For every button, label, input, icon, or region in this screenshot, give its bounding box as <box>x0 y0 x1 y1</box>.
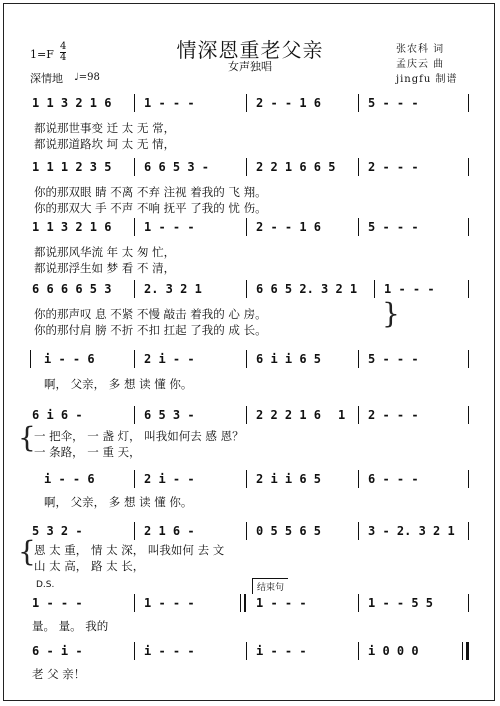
measure: i - - - <box>256 644 307 658</box>
system-notes <box>30 524 470 540</box>
measure: i - - - <box>144 644 195 658</box>
measure: i - - 6 <box>44 472 95 486</box>
measure: 1 1 3 2 1 6 <box>32 220 112 234</box>
lyric-line: 恩 太 重， 情 太 深， 叫我如何 去 文 <box>34 543 225 557</box>
system-notes <box>30 96 470 112</box>
measure: 2 i i 6 5 <box>256 472 322 486</box>
measure: 2 - - 1 6 <box>256 96 322 110</box>
song-subtitle: 女声独唱 <box>228 60 272 73</box>
measure: 2 i - - <box>144 352 195 366</box>
measure: 6 i i 6 5 <box>256 352 322 366</box>
measure: 6 i 6 - <box>32 408 83 422</box>
composer-credit: 孟庆云 曲 <box>396 59 445 70</box>
tempo-value: ♩=98 <box>74 72 100 83</box>
measure: 1 - - - <box>256 596 307 610</box>
measure: 6 6 5 3 - <box>144 160 210 174</box>
lyric-line: 山 太 高， 路 太 长， <box>34 559 145 573</box>
measure: 1 - - - <box>144 596 195 610</box>
lyric-line: 你的那双眼 睛 不离 不弃 注视 着我的 飞 翔。 <box>34 185 267 199</box>
measure: 6 5 3 - <box>144 408 195 422</box>
measure: i - - 6 <box>44 352 95 366</box>
lyric-line: 你的那双大 手 不声 不响 抚平 了我的 忧 伤。 <box>34 201 267 215</box>
lyricist-credit: 张农科 词 <box>396 44 445 55</box>
measure: 2 - - 1 6 <box>256 220 322 234</box>
key-signature <box>30 48 54 61</box>
system-notes <box>30 472 470 488</box>
lyric-line: 都说那浮生如 梦 看 不 清， <box>34 261 176 275</box>
measure: 1 1 1 2 3 5 <box>32 160 112 174</box>
arranger-credit: jingfu 制谱 <box>396 74 458 85</box>
lyric-line: 啊， 父亲， 多 想 读 懂 你。 <box>44 377 193 391</box>
song-title: 情深恩重老父亲 <box>176 38 324 62</box>
measure: 6 6 5 2. 3 2 1 <box>256 282 358 296</box>
lyric-line: 一 条路， 一 重 天， <box>34 445 141 459</box>
lyric-line: 你的那付肩 膀 不折 不扣 扛起 了我的 成 长。 <box>34 323 267 337</box>
measure: 6 - - - <box>368 472 419 486</box>
measure: 1 <box>338 408 346 422</box>
measure: 2 2 2 1 6 <box>256 408 322 422</box>
measure: 5 3 2 - <box>32 524 83 538</box>
measure: 6 - i - <box>32 644 83 658</box>
measure: 6 6 6 6 5 3 <box>32 282 112 296</box>
measure: 5 - - - <box>368 220 419 234</box>
lyric-line: 你的那声叹 息 不紧 不慢 敲击 着我的 心 房。 <box>34 307 267 321</box>
measure: 1 - - - <box>144 96 195 110</box>
system-notes <box>30 220 470 236</box>
measure: 1 - - - <box>384 282 435 296</box>
segno-mark: D.S. <box>36 580 55 590</box>
coda-mark: 结束句 <box>252 578 288 594</box>
system-notes <box>30 596 470 612</box>
measure: 2 i - - <box>144 472 195 486</box>
measure: 1 - - - <box>144 220 195 234</box>
measure: 5 - - - <box>368 352 419 366</box>
measure: 2 2 1 6 6 5 <box>256 160 336 174</box>
time-top: 4 <box>60 41 67 52</box>
system-notes <box>30 644 470 660</box>
lyric-line: 都说那风华流 年 太 匆 忙， <box>34 245 176 259</box>
lyric-line: 啊， 父亲， 多 想 读 懂 你。 <box>44 495 193 509</box>
system-notes <box>30 352 470 368</box>
measure: i 0 0 0 <box>368 644 419 658</box>
measure: 2. 3 2 1 <box>144 282 202 296</box>
key-label: 1=F <box>30 48 54 61</box>
time-bottom: 4 <box>60 52 67 63</box>
measure: 2 - - - <box>368 160 419 174</box>
measure: 3 - 2. 3 2 1 <box>368 524 455 538</box>
system-notes <box>30 282 470 298</box>
measure: 1 - - 5 5 <box>368 596 434 610</box>
system-notes <box>30 160 470 176</box>
measure: 1 1 3 2 1 6 <box>32 96 112 110</box>
lyric-line: 都说那道路坎 坷 太 无 情， <box>34 137 176 151</box>
measure: 2 - - - <box>368 408 419 422</box>
measure: 5 - - - <box>368 96 419 110</box>
tempo-marking: 深情地 <box>30 72 63 85</box>
lyric-line: 都说那世事变 迁 太 无 常， <box>34 121 176 135</box>
measure: 0 5 5 6 5 <box>256 524 322 538</box>
lyric-line: 量。 量。 我的 <box>32 619 109 633</box>
measure: 1 - - - <box>32 596 83 610</box>
lyric-line: 老 父 亲！ <box>32 667 86 681</box>
time-signature <box>60 42 66 63</box>
measure: 2 1 6 - <box>144 524 195 538</box>
system-notes <box>30 408 470 424</box>
lyric-line: 一 把伞， 一 盏 灯， 叫我如何去 感 恩？ <box>34 429 244 443</box>
